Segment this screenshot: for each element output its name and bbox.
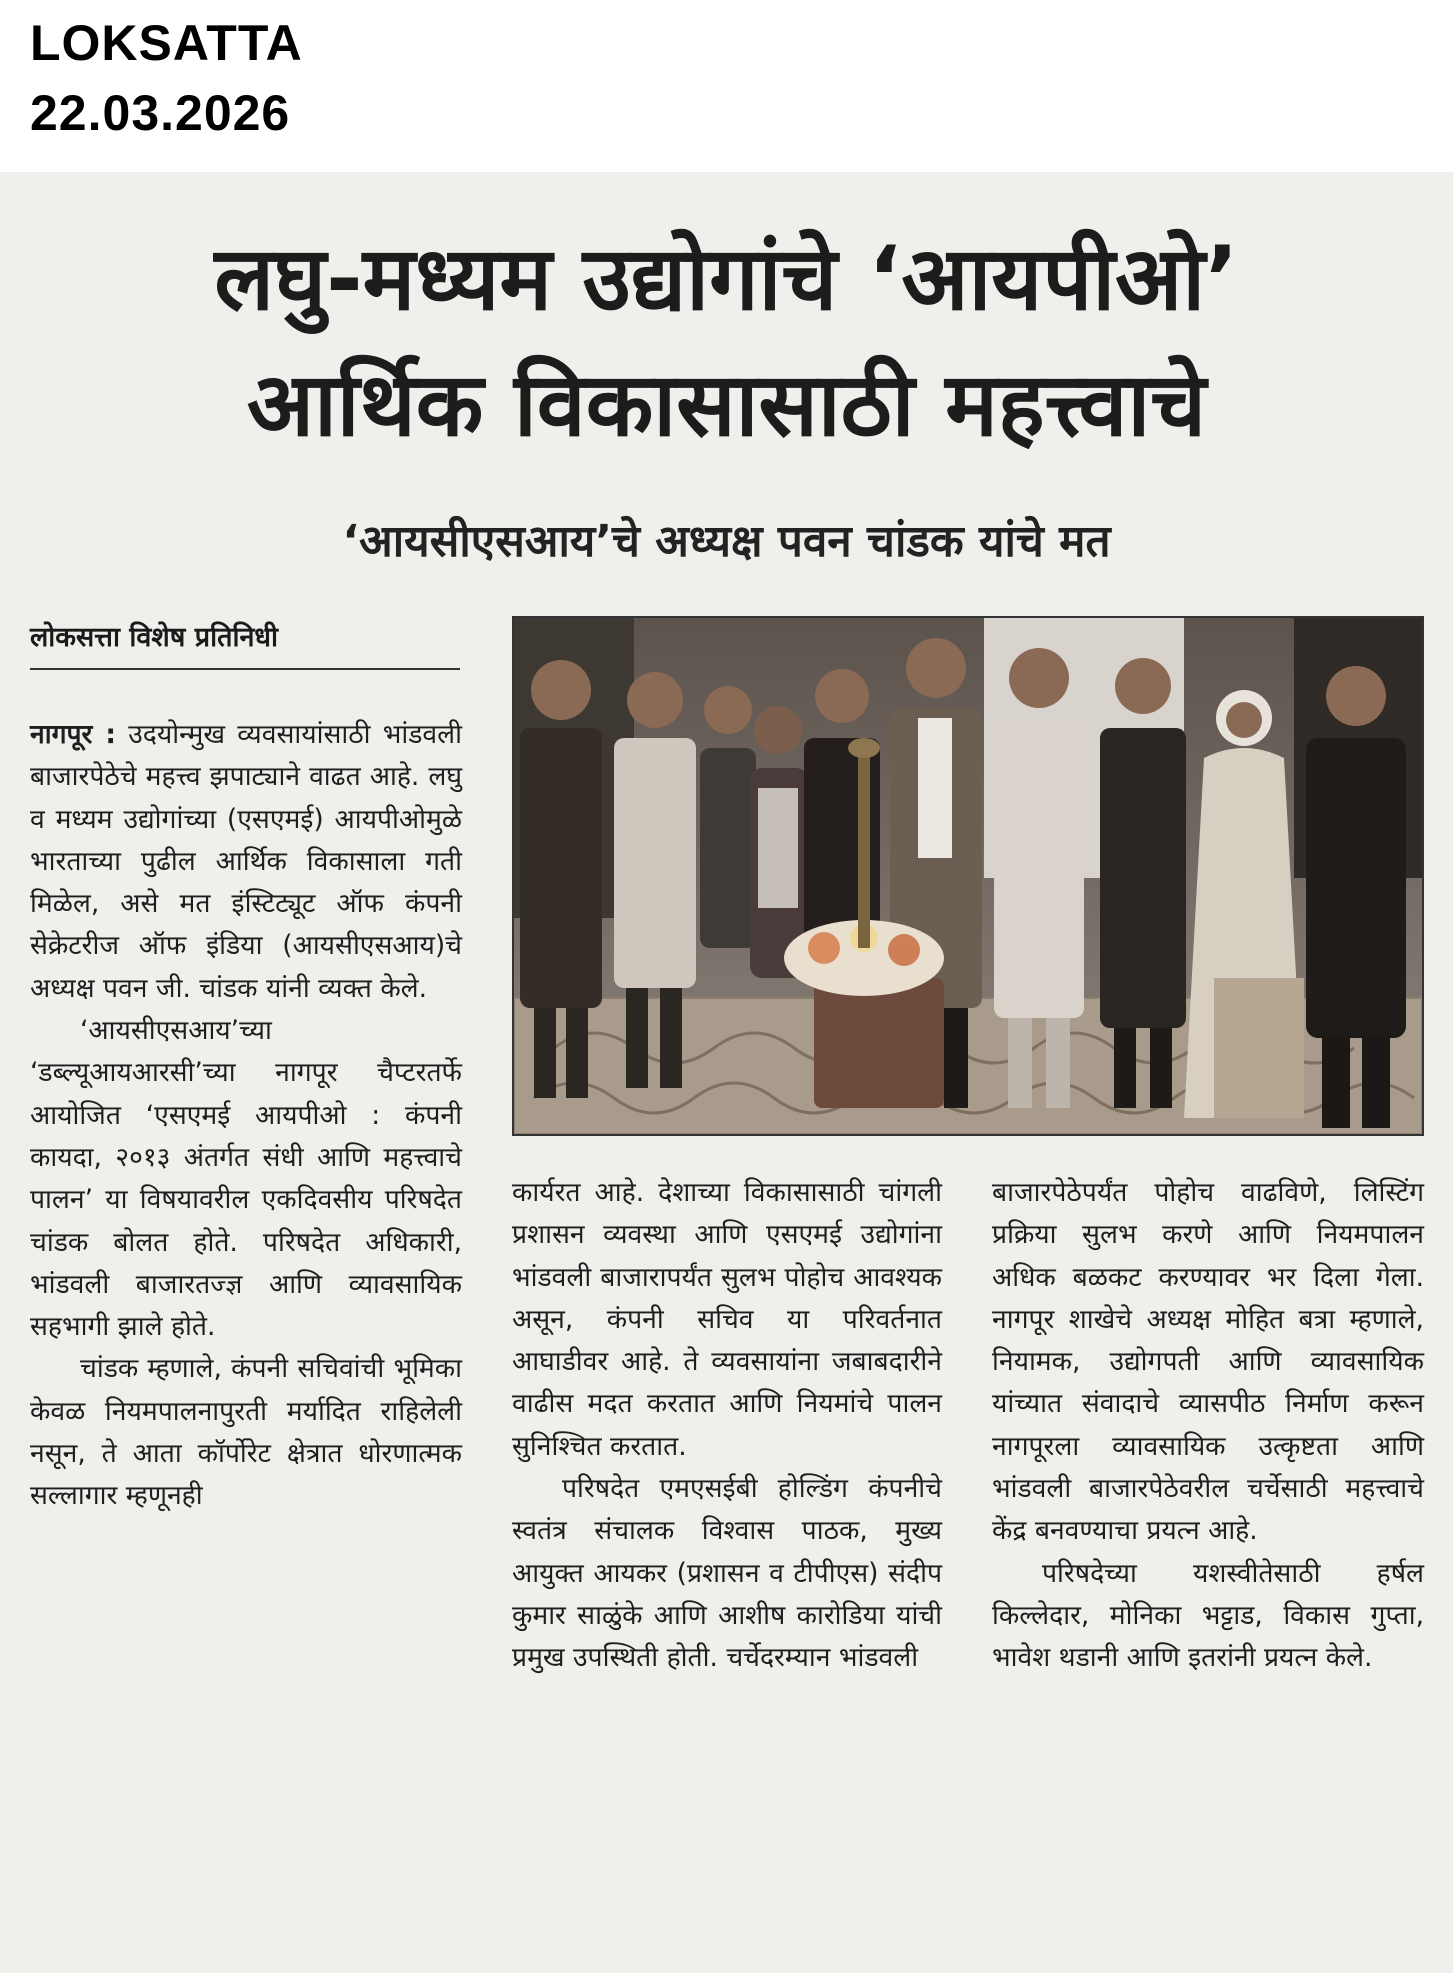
event-photo-illustration	[514, 618, 1422, 1134]
paragraph-3: चांडक म्हणाले, कंपनी सचिवांची भूमिका केवळ नियमपालनापुरती मर्यादित राहिलेली नसून, ते आता कॉर्पोरेट क्षेत्रात धोरणात्मक सल्लागार म्हणूनही	[30, 1353, 462, 1512]
lead-text: उदयोन्मुख व्यवसायांसाठी भांडवली बाजारपेठेचे महत्त्व झपाट्याने वाढत आहे. लघु व मध्यम उद्योगांच्या (एसएमई) आयपीओमुळे भारताच्या पुढील आर्थिक विकासाला गती मिळेल, असे मत इंस्टिट्यूट ऑफ कंपनी सेक्रेटरीज ऑफ इंडिया (आयसीएसआय)चे अध्यक्ष पवन जी. चांडक यांनी व्यक्त केले.	[30, 719, 462, 1004]
paragraph-2: ‘आयसीएसआय’च्या ‘डब्ल्यूआयआरसी’च्या नागपूर चैप्टरतर्फे आयोजित ‘एसएमई आयपीओ : कंपनी कायदा, २०१३ अंतर्गत संधी आणि महत्त्वाचे पालन’ या विषयावरील एकदिवसीय परिषदेत चांडक बोलत होते. परिषदेत अधिकारी, भांडवली बाजारतज्ज्ञ आणि व्यावसायिक सहभागी झाले होते.	[30, 1015, 462, 1343]
event-photo	[512, 616, 1424, 1136]
lead-paragraph	[30, 714, 462, 1010]
article-column-1	[30, 714, 462, 1518]
col3-paragraph-2: परिषदेच्या यशस्वीतेसाठी हर्षल किल्लेदार, मोनिका भट्टाड, विकास गुप्ता, भावेश थडानी आणि इतरांनी प्रयत्न केले.	[992, 1557, 1424, 1674]
dateline: नागपूर :	[30, 719, 117, 750]
col2-paragraph-1: कार्यरत आहे. देशाच्या विकासासाठी चांगली प्रशासन व्यवस्था आणि एसएमई उद्योगांना भांडवली बाजारापर्यंत सुलभ पोहोच आवश्यक असून, कंपनी सचिव या परिवर्तनात आघाडीवर आहे. ते व्यवसायांना जबाबदारीने वाढीस मदत करतात आणि नियमांचे पालन सुनिश्चित करतात.	[512, 1177, 942, 1462]
article-column-3	[992, 1172, 1424, 1680]
headline-line-2: आर्थिक विकासासाठी महत्त्वाचे	[246, 353, 1207, 456]
masthead	[0, 0, 1453, 172]
byline: लोकसत्ता विशेष प्रतिनिधी	[30, 618, 460, 670]
col3-paragraph-1: बाजारपेठेपर्यंत पोहोच वाढविणे, लिस्टिंग प्रक्रिया सुलभ करणे आणि नियमपालन अधिक बळकट करण्यावर भर दिला गेला. नागपूर शाखेचे अध्यक्ष मोहित बत्रा म्हणाले, नियामक, उद्योगपती आणि व्यावसायिक यांच्यात संवादाचे व्यासपीठ निर्माण करून नागपूरला व्यावसायिक उत्कृष्टता आणि भांडवली बाजारपेठेवरील चर्चेसाठी महत्त्वाचे केंद्र बनवण्याचा प्रयत्न आहे.	[992, 1177, 1424, 1547]
headline-line-1: लघु-मध्यम उद्योगांचे ‘आयपीओ’	[214, 227, 1239, 330]
publication-name: LOKSATTA	[30, 15, 303, 71]
newspaper-clipping	[0, 172, 1453, 1973]
subheadline: ‘आयसीएसआय’चे अध्यक्ष पवन चांडक यांचे मत	[342, 516, 1111, 567]
publication-date: 22.03.2026	[30, 85, 291, 141]
article-column-2	[512, 1172, 942, 1680]
col2-paragraph-2: परिषदेत एमएसईबी होल्डिंग कंपनीचे स्वतंत्र संचालक विश्वास पाठक, मुख्य आयुक्त आयकर (प्रशासन व टीपीएस) संदीप कुमार साळुंके आणि आशीष कारोडिया यांची प्रमुख उपस्थिती होती. चर्चेदरम्यान भांडवली	[512, 1473, 942, 1674]
